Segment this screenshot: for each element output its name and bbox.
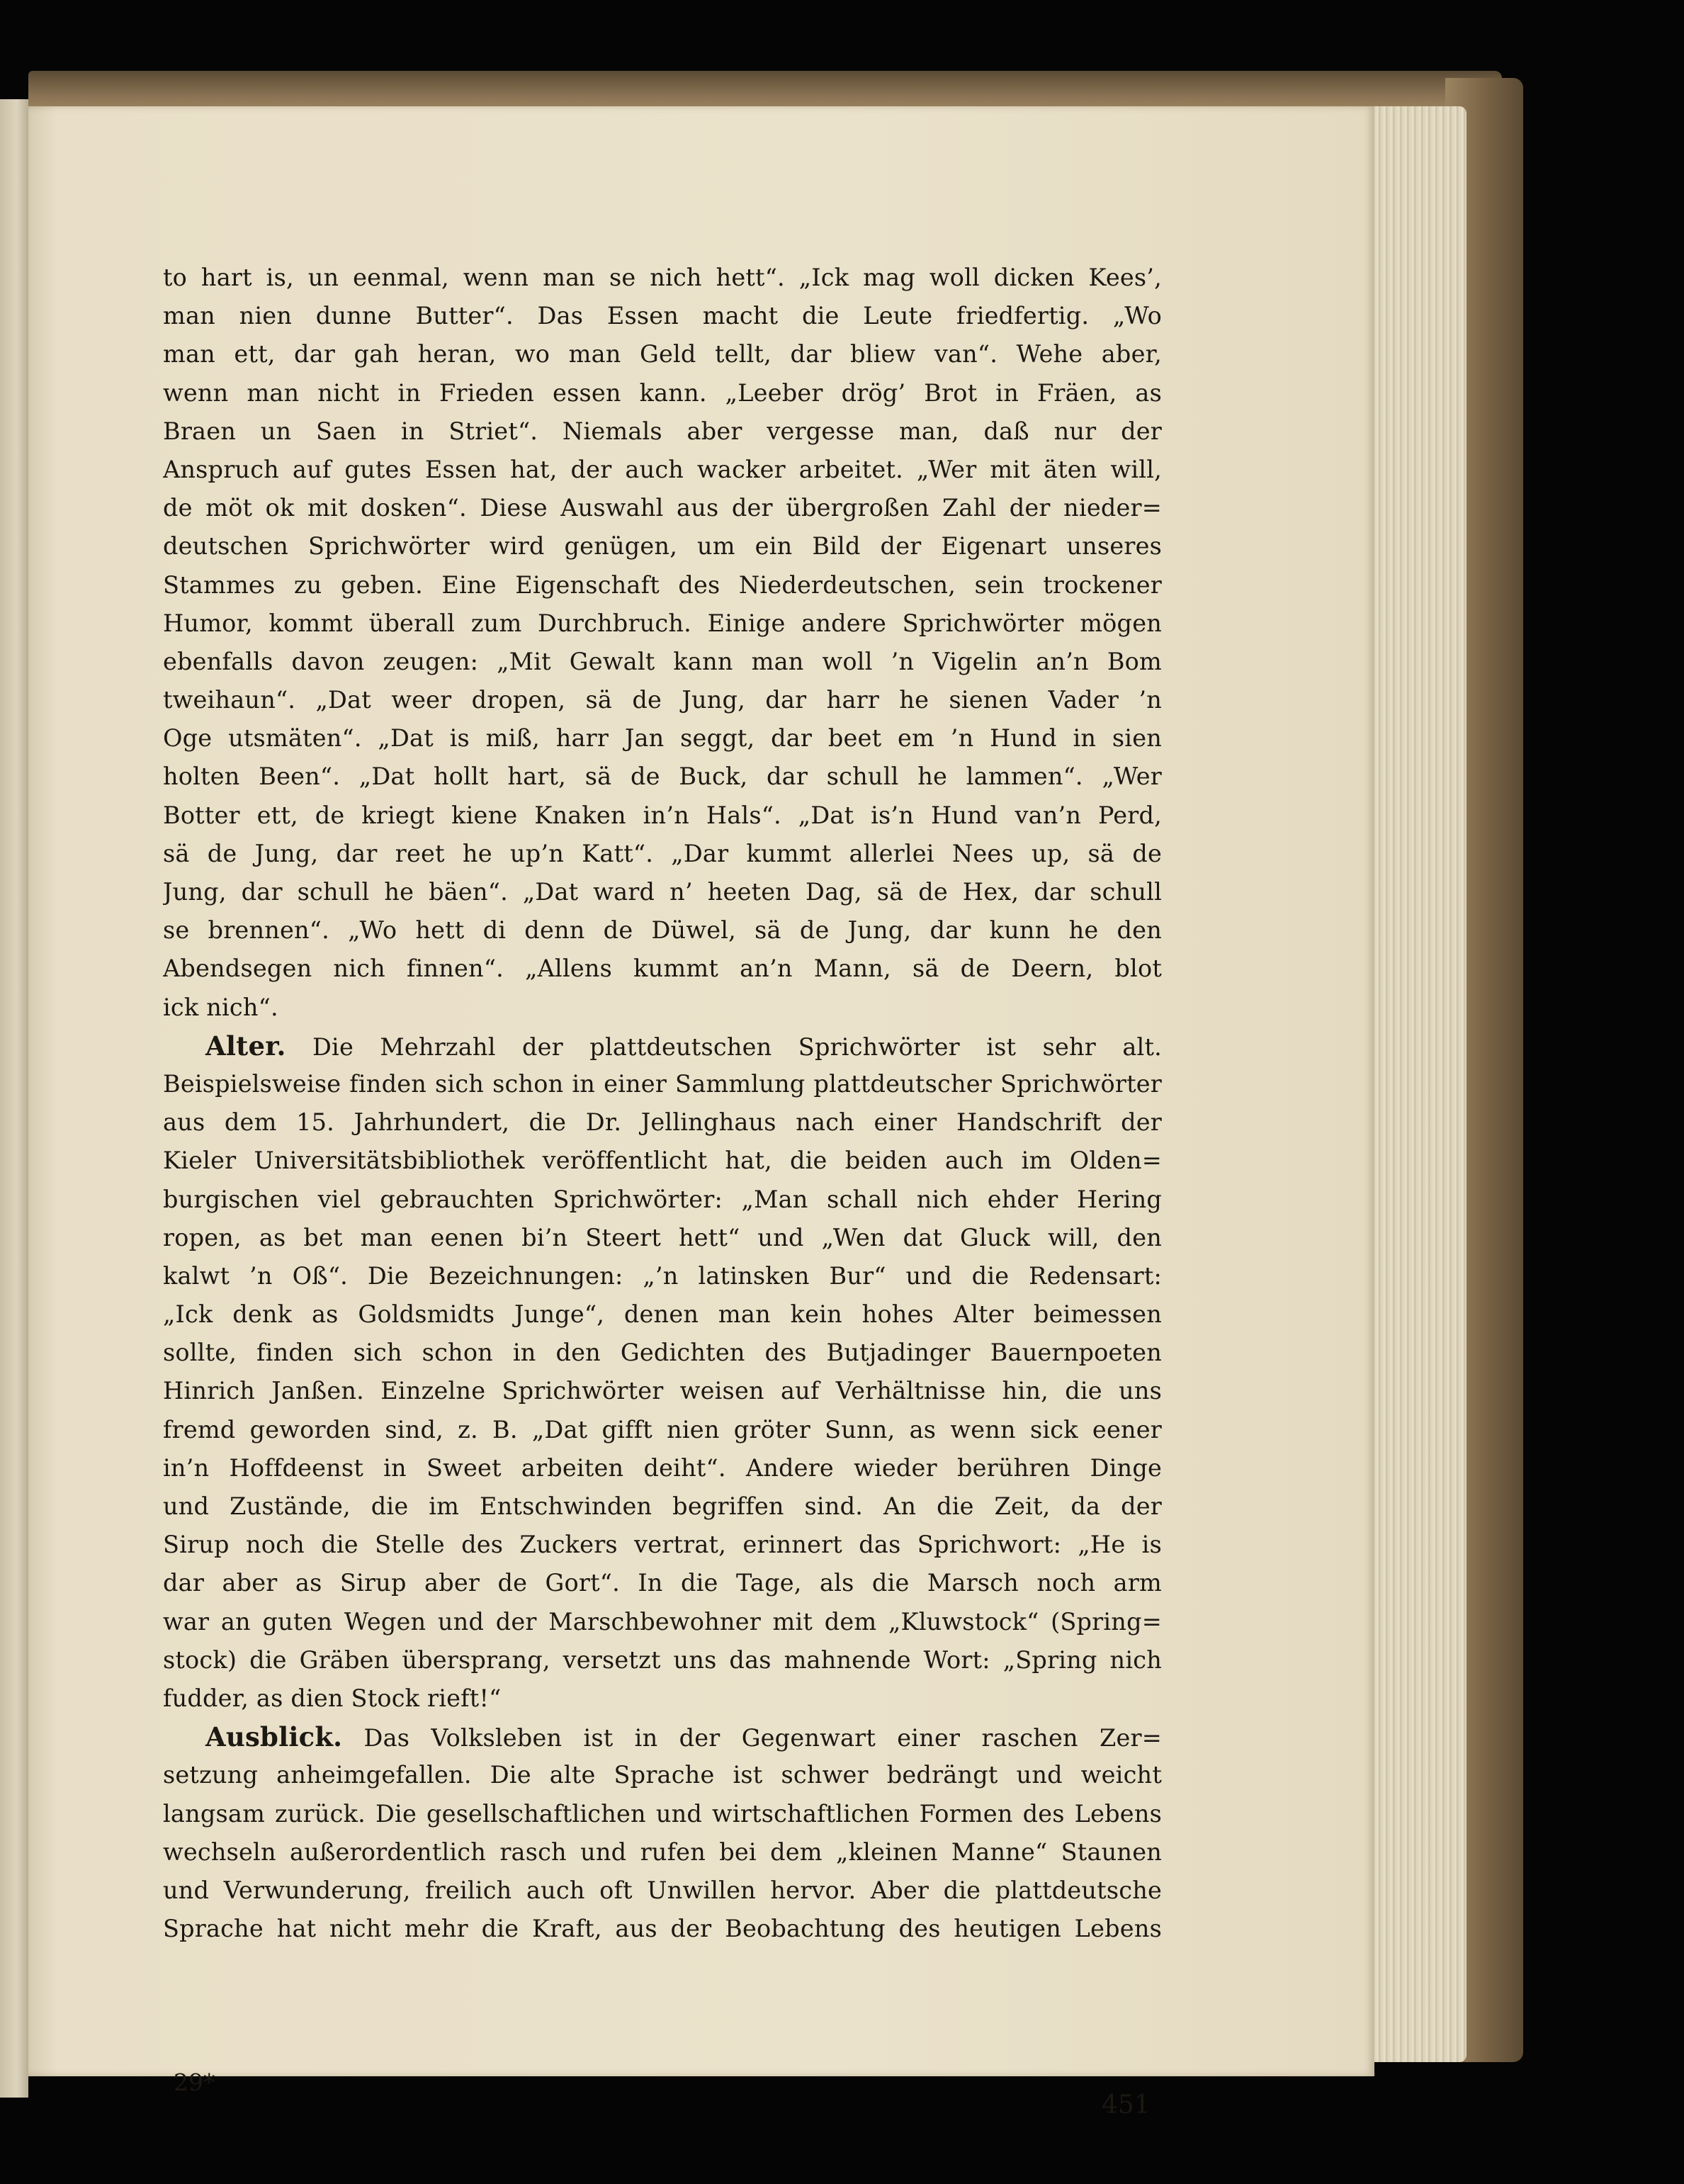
text-line: se brennen“. „Wo hett di denn de Düwel, sä de Jung, dar kunn he den bbox=[163, 916, 1162, 945]
text-line: Kieler Universitätsbibliothek veröffentlicht hat, die beiden auch im Olden= bbox=[163, 1147, 1162, 1175]
text-line: war an guten Wegen und der Marschbewohner mit dem „Kluwstock“ (Spring= bbox=[163, 1607, 1162, 1636]
text-line: sä de Jung, dar reet he up’n Katt“. „Dar kummt allerlei Nees up, sä de bbox=[163, 839, 1162, 867]
text-line: to hart is, un eenmal, wenn man se nich hett“. „Ick mag woll dicken Kees’, bbox=[163, 264, 1162, 291]
text-line: kalwt ’n Oß“. Die Bezeichnungen: „’n latinsken Bur“ und die Redensart: bbox=[163, 1261, 1162, 1290]
text-line: tweihaun“. „Dat weer dropen, sä de Jung, dar harr he sienen Vader ’n bbox=[163, 686, 1162, 714]
text-line: setzung anheimgefallen. Die alte Sprache ist schwer bedrängt und weicht bbox=[163, 1761, 1162, 1789]
section-ausblick-first-line bbox=[163, 1718, 1162, 1756]
text-line: fremd geworden sind, z. B. „Dat gifft nien gröter Sunn, as wenn sick eener bbox=[163, 1415, 1162, 1443]
printer-signature: 29* bbox=[174, 2068, 215, 2096]
page-edges bbox=[1360, 106, 1467, 2062]
text-line: und Zustände, die im Entschwinden begriffen sind. An die Zeit, da der bbox=[163, 1492, 1162, 1520]
left-page-edge bbox=[0, 99, 28, 2098]
text-line: Anspruch auf gutes Essen hat, der auch wacker arbeitet. „Wer mit äten will, bbox=[163, 455, 1162, 483]
text-run: Die Mehrzahl der plattdeutschen Sprichwörter ist sehr alt. bbox=[312, 1032, 1162, 1061]
text-line: Oge utsmäten“. „Dat is miß, harr Jan seggt, dar beet em ’n Hund in sien bbox=[163, 724, 1162, 753]
text-line: sollte, finden sich schon in den Gedichten des Butjadinger Bauernpoeten bbox=[163, 1339, 1162, 1367]
text-line: ropen, as bet man eenen bi’n Steert hett“ und „Wen dat Gluck will, den bbox=[163, 1223, 1162, 1251]
text-line: Sirup noch die Stelle des Zuckers vertrat, erinnert das Sprichwort: „He is bbox=[163, 1531, 1162, 1559]
text-line: man ett, dar gah heran, wo man Geld tellt, dar bliew van“. Wehe aber, bbox=[163, 340, 1162, 368]
text-line: man nien dunne Butter“. Das Essen macht die Leute friedfertig. „Wo bbox=[163, 302, 1162, 330]
text-run: Das Volksleben ist in der Gegenwart einer raschen Zer= bbox=[363, 1724, 1162, 1752]
text-line: Jung, dar schull he bäen“. „Dat ward n’ heeten Dag, sä de Hex, dar schull bbox=[163, 878, 1162, 906]
book-page bbox=[28, 106, 1374, 2120]
text-line: deutschen Sprichwörter wird genügen, um ein Bild der Eigenart unseres bbox=[163, 532, 1162, 561]
text-line: Botter ett, de kriegt kiene Knaken in’n Hals“. „Dat is’n Hund van’n Perd, bbox=[163, 801, 1162, 829]
text-line: aus dem 15. Jahrhundert, die Dr. Jellinghaus nach einer Handschrift der bbox=[163, 1108, 1162, 1137]
text-line: Humor, kommt überall zum Durchbruch. Einige andere Sprichwörter mögen bbox=[163, 609, 1162, 637]
text-line: holten Been“. „Dat hollt hart, sä de Buck, dar schull he lammen“. „Wer bbox=[163, 762, 1162, 791]
text-line: Hinrich Janßen. Einzelne Sprichwörter weisen auf Verhältnisse hin, die uns bbox=[163, 1377, 1162, 1405]
section-alter-first-line bbox=[163, 1027, 1162, 1065]
text-line: und Verwunderung, freilich auch oft Unwillen hervor. Aber die plattdeutsche bbox=[163, 1876, 1162, 1904]
text-line: „Ick denk as Goldsmidts Junge“, denen man kein hohes Alter beimessen bbox=[163, 1300, 1162, 1329]
text-line: wenn man nicht in Frieden essen kann. „Leeber drög’ Brot in Fräen, as bbox=[163, 378, 1162, 407]
text-line: Beispielsweise finden sich schon in einer Sammlung plattdeutscher Sprichwörter bbox=[163, 1069, 1162, 1098]
text-line: de möt ok mit dosken“. Diese Auswahl aus der übergroßen Zahl der nieder= bbox=[163, 494, 1162, 522]
section-heading-ausblick: Ausblick. bbox=[205, 1721, 343, 1753]
text-line: stock) die Gräben übersprang, versetzt uns das mahnende Wort: „Spring nich bbox=[163, 1645, 1162, 1674]
text-line: ick nich“. bbox=[163, 993, 278, 1021]
page-text bbox=[163, 259, 1162, 1948]
text-line: fudder, as dien Stock rieft!“ bbox=[163, 1684, 502, 1712]
text-line: burgischen viel gebrauchten Sprichwörter: „Man schall nich ehder Hering bbox=[163, 1185, 1162, 1213]
text-line: in’n Hoffdeenst in Sweet arbeiten deiht“. Andere wieder berühren Dinge bbox=[163, 1453, 1162, 1482]
text-line: langsam zurück. Die gesellschaftlichen und wirtschaftlichen Formen des Lebens bbox=[163, 1799, 1162, 1828]
page-number: 451 bbox=[1102, 2090, 1151, 2120]
text-line: Stammes zu geben. Eine Eigenschaft des Niederdeutschen, sein trockener bbox=[163, 570, 1162, 599]
text-line: Abendsegen nich finnen“. „Allens kummt an’n Mann, sä de Deern, blot bbox=[163, 955, 1162, 983]
text-line: Braen un Saen in Striet“. Niemals aber vergesse man, daß nur der bbox=[163, 417, 1162, 445]
text-line: Sprache hat nicht mehr die Kraft, aus der Beobachtung des heutigen Lebens bbox=[163, 1915, 1162, 1943]
section-heading-alter: Alter. bbox=[205, 1030, 286, 1062]
text-line: wechseln außerordentlich rasch und rufen bei dem „kleinen Manne“ Staunen bbox=[163, 1837, 1162, 1866]
text-line: dar aber as Sirup aber de Gort“. In die Tage, als die Marsch noch arm bbox=[163, 1569, 1162, 1597]
text-line: ebenfalls davon zeugen: „Mit Gewalt kann man woll ’n Vigelin an’n Bom bbox=[163, 647, 1162, 675]
